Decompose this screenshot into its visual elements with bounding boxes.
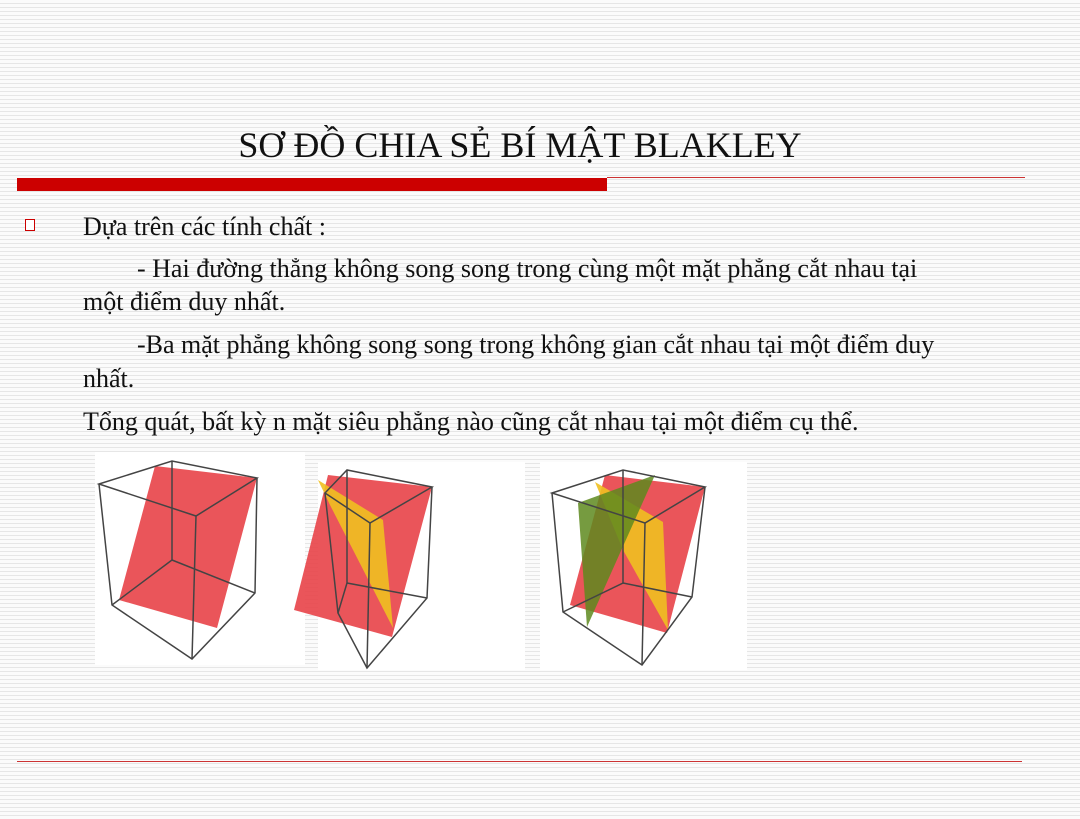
point1-line2: một điểm duy nhất. [83, 287, 286, 316]
slide-title: SƠ ĐỒ CHIA SẺ BÍ MẬT BLAKLEY [238, 125, 802, 165]
figure-three-planes [540, 462, 747, 670]
figure-one-plane [95, 452, 305, 665]
point2-line2: nhất. [83, 364, 135, 393]
point2-line1: -Ba mặt phẳng không song song trong không gian cắt nhau tại một điểm duy [137, 330, 935, 359]
point1-line1: - Hai đường thẳng không song song trong cùng một mặt phẳng cắt nhau tại [137, 254, 918, 283]
intro-text: Dựa trên các tính chất : [83, 212, 326, 241]
footer-divider [17, 761, 1022, 762]
general-statement: Tổng quát, bất kỳ n mặt siêu phẳng nào cũng cắt nhau tại một điểm cụ thể. [83, 407, 859, 436]
figure-two-planes [294, 462, 525, 670]
